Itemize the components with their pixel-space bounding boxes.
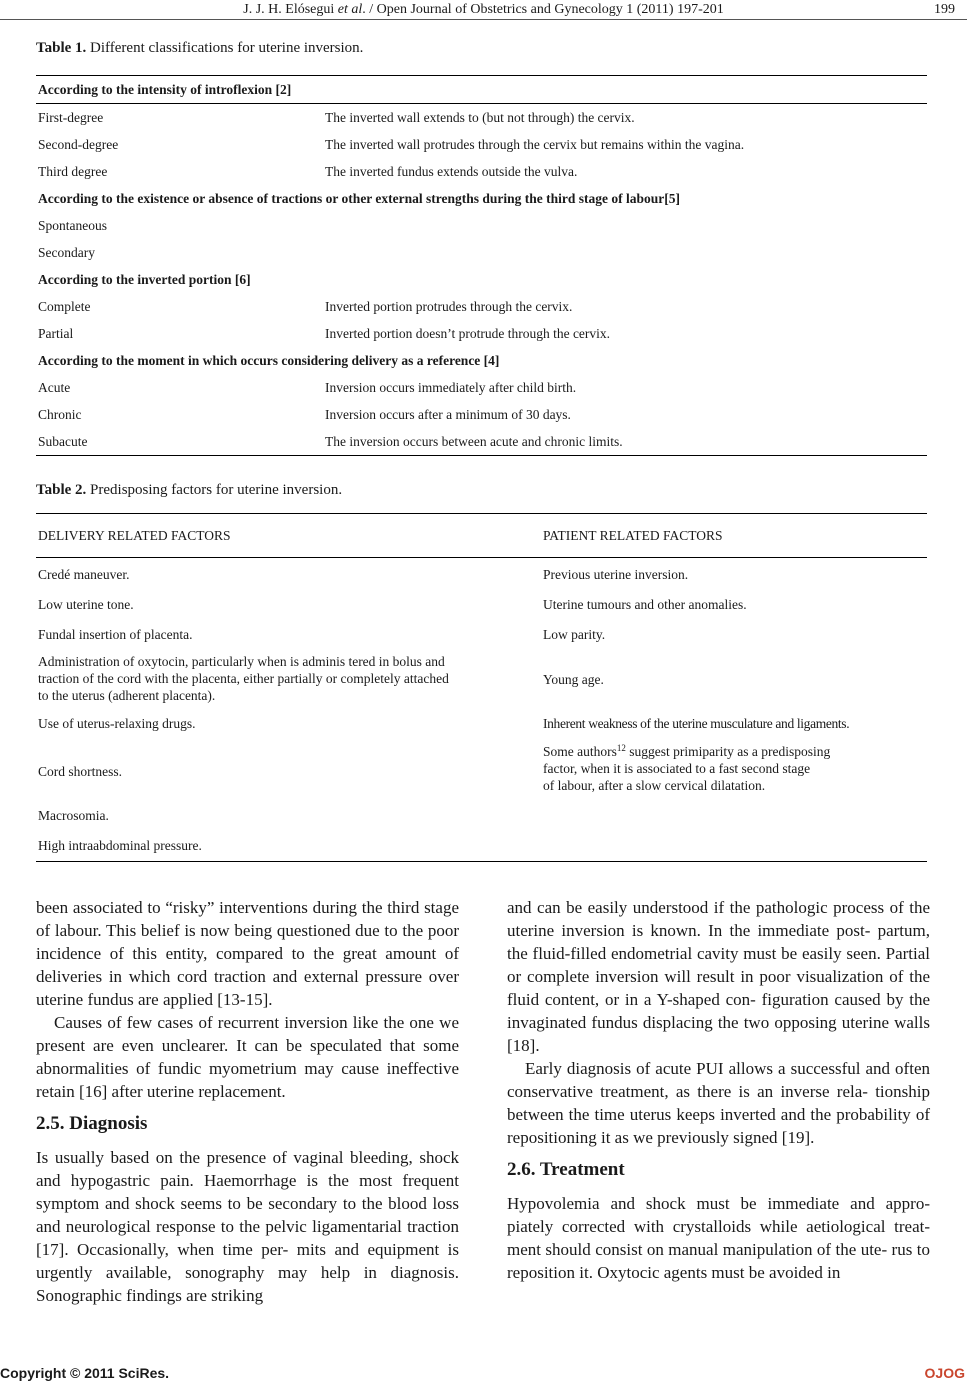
- table-row: Acute Inversion occurs immediately after child birth.: [38, 380, 577, 395]
- column-header-patient: PATIENT RELATED FACTORS: [543, 528, 723, 543]
- journal-abbreviation: OJOG: [924, 1365, 965, 1381]
- table-row: Use of uterus-relaxing drugs. Inherent weakness of the uterine musculature and ligaments.: [38, 716, 850, 731]
- table2-bottom-rule: [36, 861, 927, 862]
- table1-section-heading: According to the moment in which occurs considering delivery as a reference [4]: [38, 353, 500, 368]
- paragraph: Hypovolemia and shock must be immediate and appro- piately corrected with crystalloids while aetiological treat- ment should consist on manual manipulation of the ute- rus to reposition it. Oxytocic agents must be avoided in: [507, 1194, 930, 1282]
- table-row: Second-degree The inverted wall protrudes through the cervix but remains within the vagina.: [38, 137, 745, 152]
- table-row: Cord shortness. Some authors$^{12}$ suggest primiparity as a predisposing factor, when it is associated to a fast second stage of labour, after a slow cervical dilatation.: [38, 743, 831, 793]
- paragraph: Is usually based on the presence of vaginal bleeding, shock and hypogastric pain. Haemorrhage is the most frequent symptom and shock seems to be secondary to the blood loss and neurological response to the pelvic ligamentarial traction [17]. Occasionally, when time per- mits and equipment is urgently available, sonography may help in diagnosis. Sonographic findings are striking: [36, 1148, 459, 1305]
- running-title: J. J. H. Elósegui et al. / Open Journal of Obstetrics and Gynecology 1 (2011) 197-201: [243, 2, 724, 17]
- page-footer: [0, 1361, 967, 1383]
- table-row: Fundal insertion of placenta. Low parity.: [38, 627, 606, 642]
- running-header: [0, 0, 967, 22]
- paragraph: Causes of few cases of recurrent inversion like the one we present are even unclearer. It can be speculated that some abnormalities of fundic myometrium may cause ineffective retain [16] after uterine replacement.: [36, 1013, 459, 1101]
- section-heading-treatment: 2.6. Treatment: [507, 1159, 625, 1180]
- table-row: Spontaneous: [38, 218, 107, 233]
- table-row: Subacute The inversion occurs between acute and chronic limits.: [38, 434, 623, 449]
- copyright-notice: Copyright © 2011 SciRes.: [0, 1365, 170, 1381]
- paragraph: and can be easily understood if the pathologic process of the uterine inversion is known. In the immediate post- partum, the fluid-filled endometrial cavity must be easily seen. Partial or complete inversion will result in poor visualization of the fluid content, or in a Y-shaped con- figuration caused by the invaginated fundus displacing the two opposing uterine walls [18].: [507, 898, 930, 1055]
- table-row: Third degree The inverted fundus extends outside the vulva.: [38, 164, 578, 179]
- table1: [36, 75, 927, 456]
- table1-caption: Table 1. Different classifications for uterine inversion.: [36, 40, 364, 56]
- table-row: Partial Inverted portion doesn’t protrude through the cervix.: [38, 326, 611, 341]
- table-row: Credé maneuver. Previous uterine inversion.: [38, 567, 689, 582]
- section-heading-diagnosis: 2.5. Diagnosis: [36, 1113, 148, 1134]
- body-right-column: [507, 896, 930, 1284]
- page-number: 199: [934, 2, 955, 17]
- table2-header: [36, 514, 927, 557]
- table-row: Complete Inverted portion protrudes through the cervix.: [38, 299, 573, 314]
- table-row: First-degree The inverted wall extends to (but not through) the cervix.: [38, 110, 635, 125]
- paragraph: Early diagnosis of acute PUI allows a successful and often conservative treatment, as there is an inverse rela- tionship between the time uterus keeps inverted and the probability of repositioning it as we previously signed [19].: [507, 1059, 930, 1147]
- table2: [36, 513, 927, 862]
- table1-bottom-rule: [36, 455, 927, 456]
- table-row: Secondary: [38, 245, 95, 260]
- table-row: Chronic Inversion occurs after a minimum of 30 days.: [38, 407, 571, 422]
- table1-section-heading: According to the inverted portion [6]: [38, 272, 251, 287]
- body-left-column: [36, 896, 459, 1307]
- table1-section-heading: According to the existence or absence of tractions or other external strengths during the third stage of labour[5]: [38, 191, 681, 206]
- column-header-delivery: DELIVERY RELATED FACTORS: [38, 528, 231, 543]
- table-row: High intraabdominal pressure.: [38, 838, 202, 853]
- table-row: Administration of oxytocin, particularly when is adminis tered in bolus and traction of the cord with the placenta, either partially or completely attached to the uterus (adherent placenta). Young age.: [38, 654, 604, 703]
- header-rule: [0, 19, 967, 20]
- table-row: Macrosomia.: [38, 808, 109, 823]
- table-row: Low uterine tone. Uterine tumours and other anomalies.: [38, 597, 747, 612]
- paragraph: been associated to “risky” interventions during the third stage of labour. This belief is now being questioned due to the poor incidence of this entity, compared to the great amount of deliveries in which cord traction and external pressure over uterine fundus are applied [13-15].: [36, 898, 459, 1009]
- table1-section-heading: According to the intensity of introflexion [2]: [36, 76, 927, 104]
- table2-caption: Table 2. Predisposing factors for uterine inversion.: [36, 482, 343, 498]
